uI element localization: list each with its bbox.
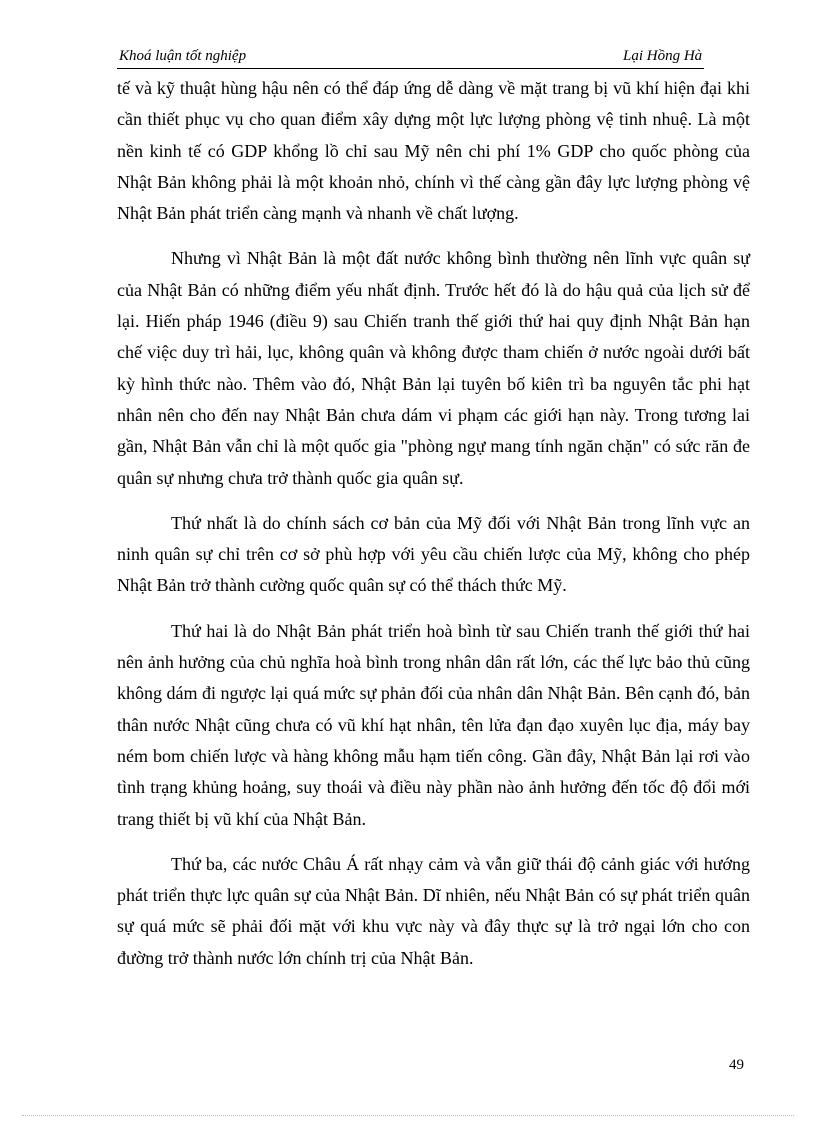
body-text (117, 73, 750, 988)
paragraph-continuation: tế và kỹ thuật hùng hậu nên có thể đáp ứng dễ dàng về mặt trang bị vũ khí hiện đại khi cần thiết phục vụ cho quan điểm xây dựng một lực lượng phòng vệ tinh nhuệ. Là một nền kinh tế có GDP khổng lồ chỉ sau Mỹ nên chi phí 1% GDP cho quốc phòng của Nhật Bản không phải là một khoản nhỏ, chính vì thế càng gần đây lực lượng phòng vệ Nhật Bản phát triển càng mạnh và nhanh về chất lượng. (117, 78, 750, 224)
page-number: 49 (729, 1057, 744, 1073)
header-thesis-title: Khoá luận tốt nghiệp (119, 48, 247, 64)
paragraph-third-reason: Thứ ba, các nước Châu Á rất nhạy cảm và vẫn giữ thái độ cảnh giác với hướng phát triển thực lực quân sự của Nhật Bản. Dĩ nhiên, nếu Nhật Bản có sự phát triển quân sự quá mức sẽ phải đối mặt với khu vực này và đây thực sự là trở ngại lớn cho con đường trở thành nước lớn chính trị của Nhật Bản. (117, 853, 750, 968)
paragraph-second-reason: Thứ hai là do Nhật Bản phát triển hoà bình từ sau Chiến tranh thế giới thứ hai nên ảnh hưởng của chủ nghĩa hoà bình trong nhân dân rất lớn, các thế lực bảo thủ cũng không dám đi ngược lại quá mức sự phản đối của nhân dân Nhật Bản. Bên cạnh đó, bản thân nước Nhật cũng chưa có vũ khí hạt nhân, tên lửa đạn đạo xuyên lục địa, máy bay ném bom chiến lược và hàng không mẫu hạm tiến công. Gần đây, Nhật Bản lại rơi vào tình trạng khủng hoảng, suy thoái và điều này phần nào ảnh hưởng đến tốc độ đổi mới trang thiết bị vũ khí của Nhật Bản. (117, 620, 750, 829)
running-header (117, 48, 704, 69)
paragraph-first-reason: Thứ nhất là do chính sách cơ bản của Mỹ đối với Nhật Bản trong lĩnh vực an ninh quân sự chỉ trên cơ sở phù hợp với yêu cầu chiến lược của Mỹ, không cho phép Nhật Bản trở thành cường quốc quân sự có thể thách thức Mỹ. (117, 512, 750, 596)
header-author-name: Lại Hồng Hà (623, 48, 703, 64)
paragraph-weaknesses: Nhưng vì Nhật Bản là một đất nước không bình thường nên lĩnh vực quân sự của Nhật Bản có những điểm yếu nhất định. Trước hết đó là do hậu quả của lịch sử để lại. Hiến pháp 1946 (điều 9) sau Chiến tranh thế giới thứ hai quy định Nhật Bản hạn chế việc duy trì hải, lục, không quân và không được tham chiến ở nước ngoài dưới bất kỳ hình thức nào. Thêm vào đó, Nhật Bản lại tuyên bố kiên trì ba nguyên tắc phi hạt nhân nên cho đến nay Nhật Bản chưa dám vi phạm các giới hạn này. Trong tương lai gần, Nhật Bản vẫn chỉ là một quốc gia "phòng ngự mang tính ngăn chặn" có sức răn đe quân sự nhưng chưa trở thành quốc gia quân sự. (117, 248, 750, 488)
page-bottom-divider (22, 1115, 794, 1116)
